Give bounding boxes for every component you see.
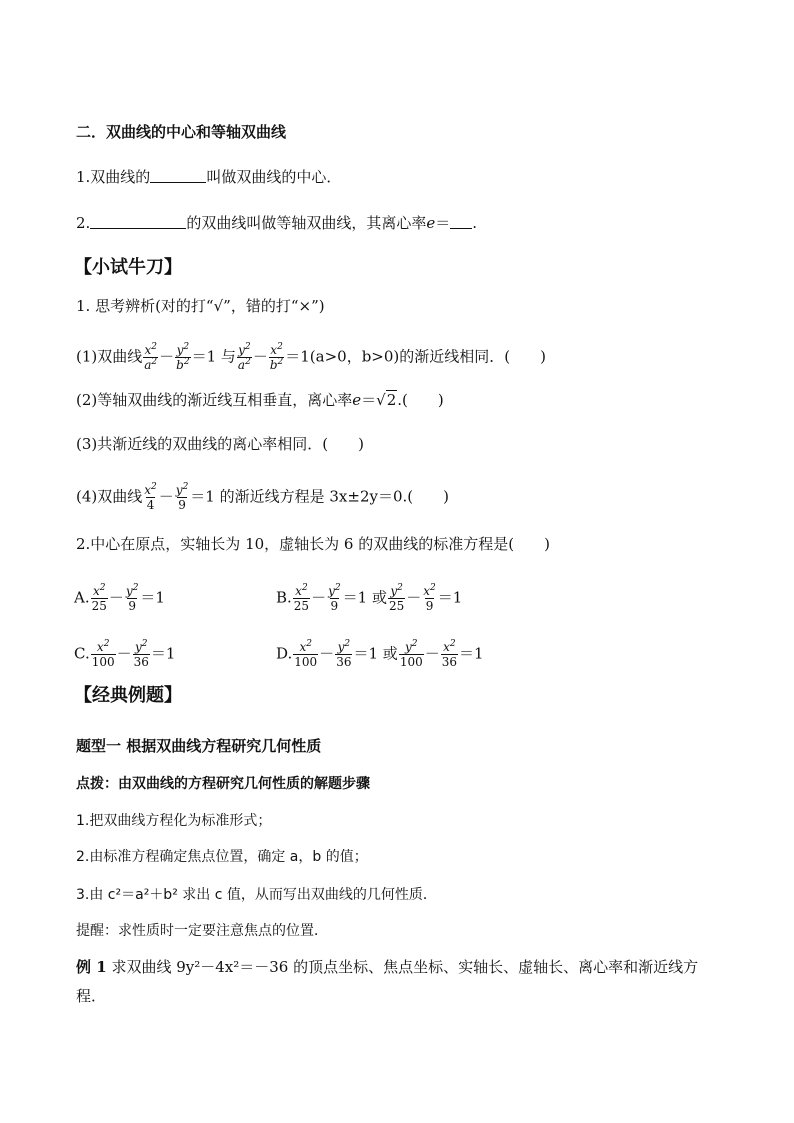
equals: ＝ [435,214,451,232]
fill-blank[interactable] [150,168,206,183]
section-title: 二．双曲线的中心和等轴双曲线 [76,123,287,141]
q1-2 [76,390,444,410]
fraction: $\frac{y^2}{b^2}$ [176,342,190,372]
reminder: 提醒：求性质时一定要注意焦点的位置． [76,923,328,939]
fill-blank[interactable] [450,214,472,229]
fraction: $\frac{x^2}{4}$ [144,482,157,512]
fraction: $\frac{x^2}{b^2}$ [269,342,284,372]
fraction: $\frac{y^2}{9}$ [175,482,189,512]
item-2-prefix: 2. [76,214,91,232]
q2: 2.中心在原点，实轴长为 10，虚轴长为 6 的双曲线的标准方程是( ) [76,535,550,553]
option-a[interactable]: A. $\frac{x^2}{25}$ － $\frac{y^2}{9}$ ＝1 [74,583,165,613]
example-label: 例 1 [76,958,107,976]
example-1 [76,957,698,977]
option-d[interactable]: D. $\frac{x^2}{100}$ － $\frac{y^2}{36}$ ＝1 或 $\frac{y^2}{100}$ － $\frac{x^2}{36}$ ＝1 [276,639,484,669]
q1-1-mid: 与 [220,347,236,366]
var-e: e [426,214,436,232]
minus: － [158,487,174,506]
q1-2-end: .( ) [397,391,444,409]
q1-1 [76,343,546,372]
example-1-text: 求双曲线 9y²－4x²＝－36 的顶点坐标、焦点坐标、实轴长、虚轴长、离心率和渐近线方 [111,958,699,976]
item-1-prefix: 1.双曲线的 [76,168,151,186]
item-2 [76,213,477,233]
q1-4-prefix: (4)双曲线 [76,487,143,506]
item-2-end: . [472,214,478,232]
minus: － [159,347,175,366]
q1-4-suffix: ＝1 的渐近线方程是 3x±2y＝0.( ) [190,487,449,506]
item-1 [76,167,341,187]
q1-3: (3)共渐近线的双曲线的离心率相同．( ) [76,435,364,453]
tip: 点拨：由双曲线的方程研究几何性质的解题步骤 [76,776,370,792]
trial-heading: 【小试牛刀】 [74,257,182,278]
minus: － [252,347,268,366]
step-3: 3.由 c²＝a²＋b² 求出 c 值，从而写出双曲线的几何性质． [76,887,437,903]
example-1-cont: 程． [76,987,107,1005]
fraction: $\frac{x^2}{a^2}$ [144,342,158,372]
option-b[interactable]: B. $\frac{x^2}{25}$ － $\frac{y^2}{9}$ ＝1 或 $\frac{y^2}{25}$ － $\frac{x^2}{9}$ ＝1 [276,583,463,613]
q1-1-suffix: ＝1(a>0，b>0)的渐近线相同．( ) [285,347,546,366]
step-1: 1.把双曲线方程化为标准形式； [76,813,272,829]
examples-heading: 【经典例题】 [74,685,182,706]
q1-4 [76,483,449,512]
item-2-mid: 的双曲线叫做等轴双曲线，其离心率 [186,214,427,232]
item-1-suffix: 叫做双曲线的中心． [206,168,342,186]
equals: ＝ [361,391,377,409]
q1-2-text: (2)等轴双曲线的渐近线互相垂直，离心率 [76,391,353,409]
fraction: $\frac{y^2}{a^2}$ [237,342,251,372]
q1-intro: 1. 思考辨析(对的打“√”，错的打“×”) [76,297,325,315]
step-2: 2.由标准方程确定焦点位置，确定 a，b 的值； [76,849,368,865]
sqrt-symbol: √2 [376,391,397,409]
q1-1-prefix: (1)双曲线 [76,347,143,366]
fill-blank[interactable] [90,214,186,229]
var-e: e [352,391,362,409]
option-c[interactable]: C. $\frac{x^2}{100}$ － $\frac{y^2}{36}$ ＝1 [74,639,176,669]
equals-one: ＝1 [191,347,217,366]
type-1-title: 题型一 根据双曲线方程研究几何性质 [76,737,322,755]
